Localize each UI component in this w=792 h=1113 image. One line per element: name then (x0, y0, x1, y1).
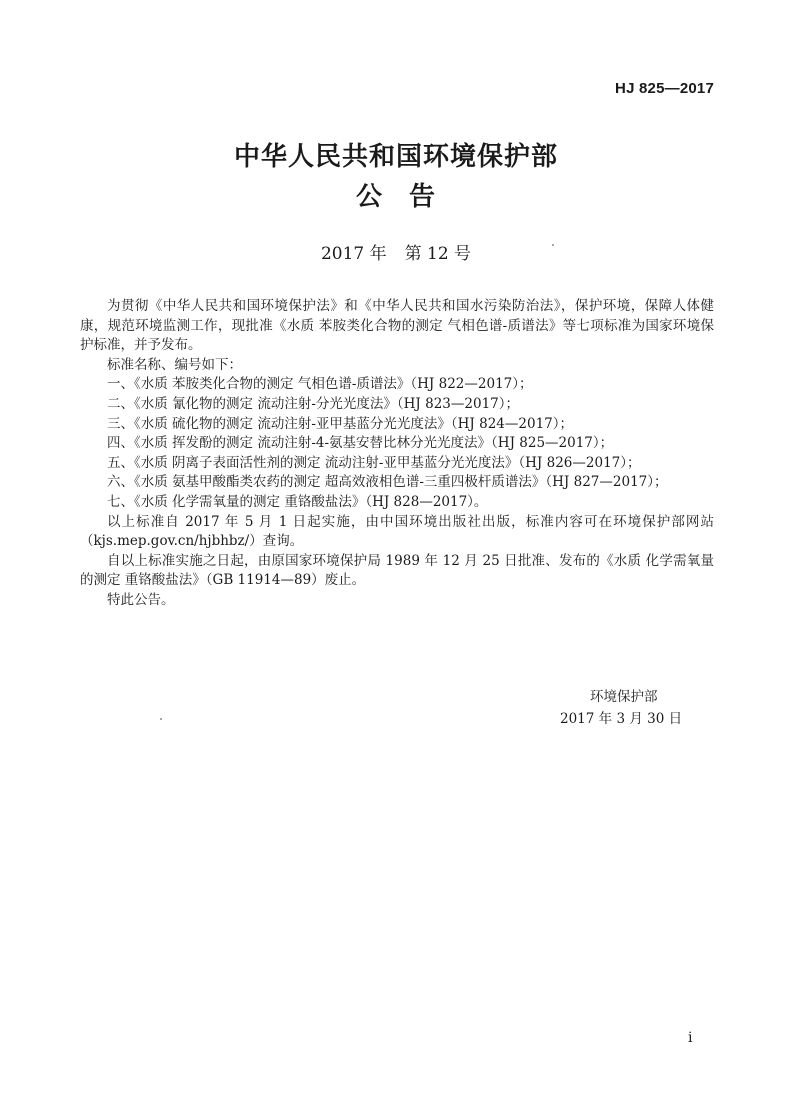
standard-item-5: 五、《水质 阴离子表面活性剂的测定 流动注射-亚甲基蓝分光光度法》（HJ 826—2017）； (107, 454, 641, 471)
announcement-heading (0, 176, 792, 213)
standard-item-7: 七、《水质 化学需氧量的测定 重铬酸盐法》（HJ 828—2017）。 (107, 493, 488, 510)
intro-paragraph: 为贯彻《中华人民共和国环境保护法》和《中华人民共和国水污染防治法》，保护环境，保障人体健康，规范环境监测工作，现批准《水质 苯胺类化合物的测定 气相色谱-质谱法》等七项标准为国家环境保护标准，并予发布。 (80, 298, 714, 354)
announcement-heading-char-1: 公 (355, 182, 383, 212)
signature-org: 环境保护部 (590, 689, 658, 705)
effective-date-paragraph: 以上标准自 2017 年 5 月 1 日起实施，由中国环境出版社出版，标准内容可在环境保护部网站（kjs.mep.gov.cn/hjbhbz/）查询。 (80, 513, 714, 550)
standard-code: HJ 825—2017 (615, 80, 714, 97)
standard-item-3: 三、《水质 硫化物的测定 流动注射-亚甲基蓝分光光度法》（HJ 824—2017）； (107, 415, 573, 432)
announcement-body (80, 297, 714, 611)
signature-block (560, 686, 690, 730)
scan-speck (552, 244, 554, 246)
repeal-paragraph: 自以上标准实施之日起，由原国家环境保护局 1989 年 12 月 25 日批准、发布的《水质 化学需氧量的测定 重铬酸盐法》（GB 11914—89）废止。 (80, 552, 714, 589)
list-heading: 标准名称、编号如下： (107, 356, 242, 373)
issue-year: 2017 年 (320, 244, 387, 264)
standard-item-2: 二、《水质 氰化物的测定 流动注射-分光光度法》（HJ 823—2017）； (107, 395, 519, 412)
standard-item-6: 六、《水质 氨基甲酸酯类农药的测定 超高效液相色谱-三重四极杆质谱法》（HJ 827—2017）； (107, 474, 668, 491)
page-title: 中华人民共和国环境保护部 (233, 142, 558, 172)
issue-no: 第 12 号 (404, 244, 472, 264)
page-number: i (688, 1030, 693, 1046)
standard-item-1: 一、《水质 苯胺类化合物的测定 气相色谱-质谱法》（HJ 822—2017）； (107, 376, 533, 393)
standard-item-4: 四、《水质 挥发酚的测定 流动注射-4-氨基安替比林分光光度法》（HJ 825—2017）； (107, 435, 614, 452)
announcement-heading-char-2: 告 (409, 182, 437, 212)
signature-date: 2017 年 3 月 30 日 (560, 711, 683, 727)
closing-paragraph: 特此公告。 (107, 591, 175, 608)
issue-number (0, 239, 792, 264)
scan-speck (160, 718, 162, 720)
